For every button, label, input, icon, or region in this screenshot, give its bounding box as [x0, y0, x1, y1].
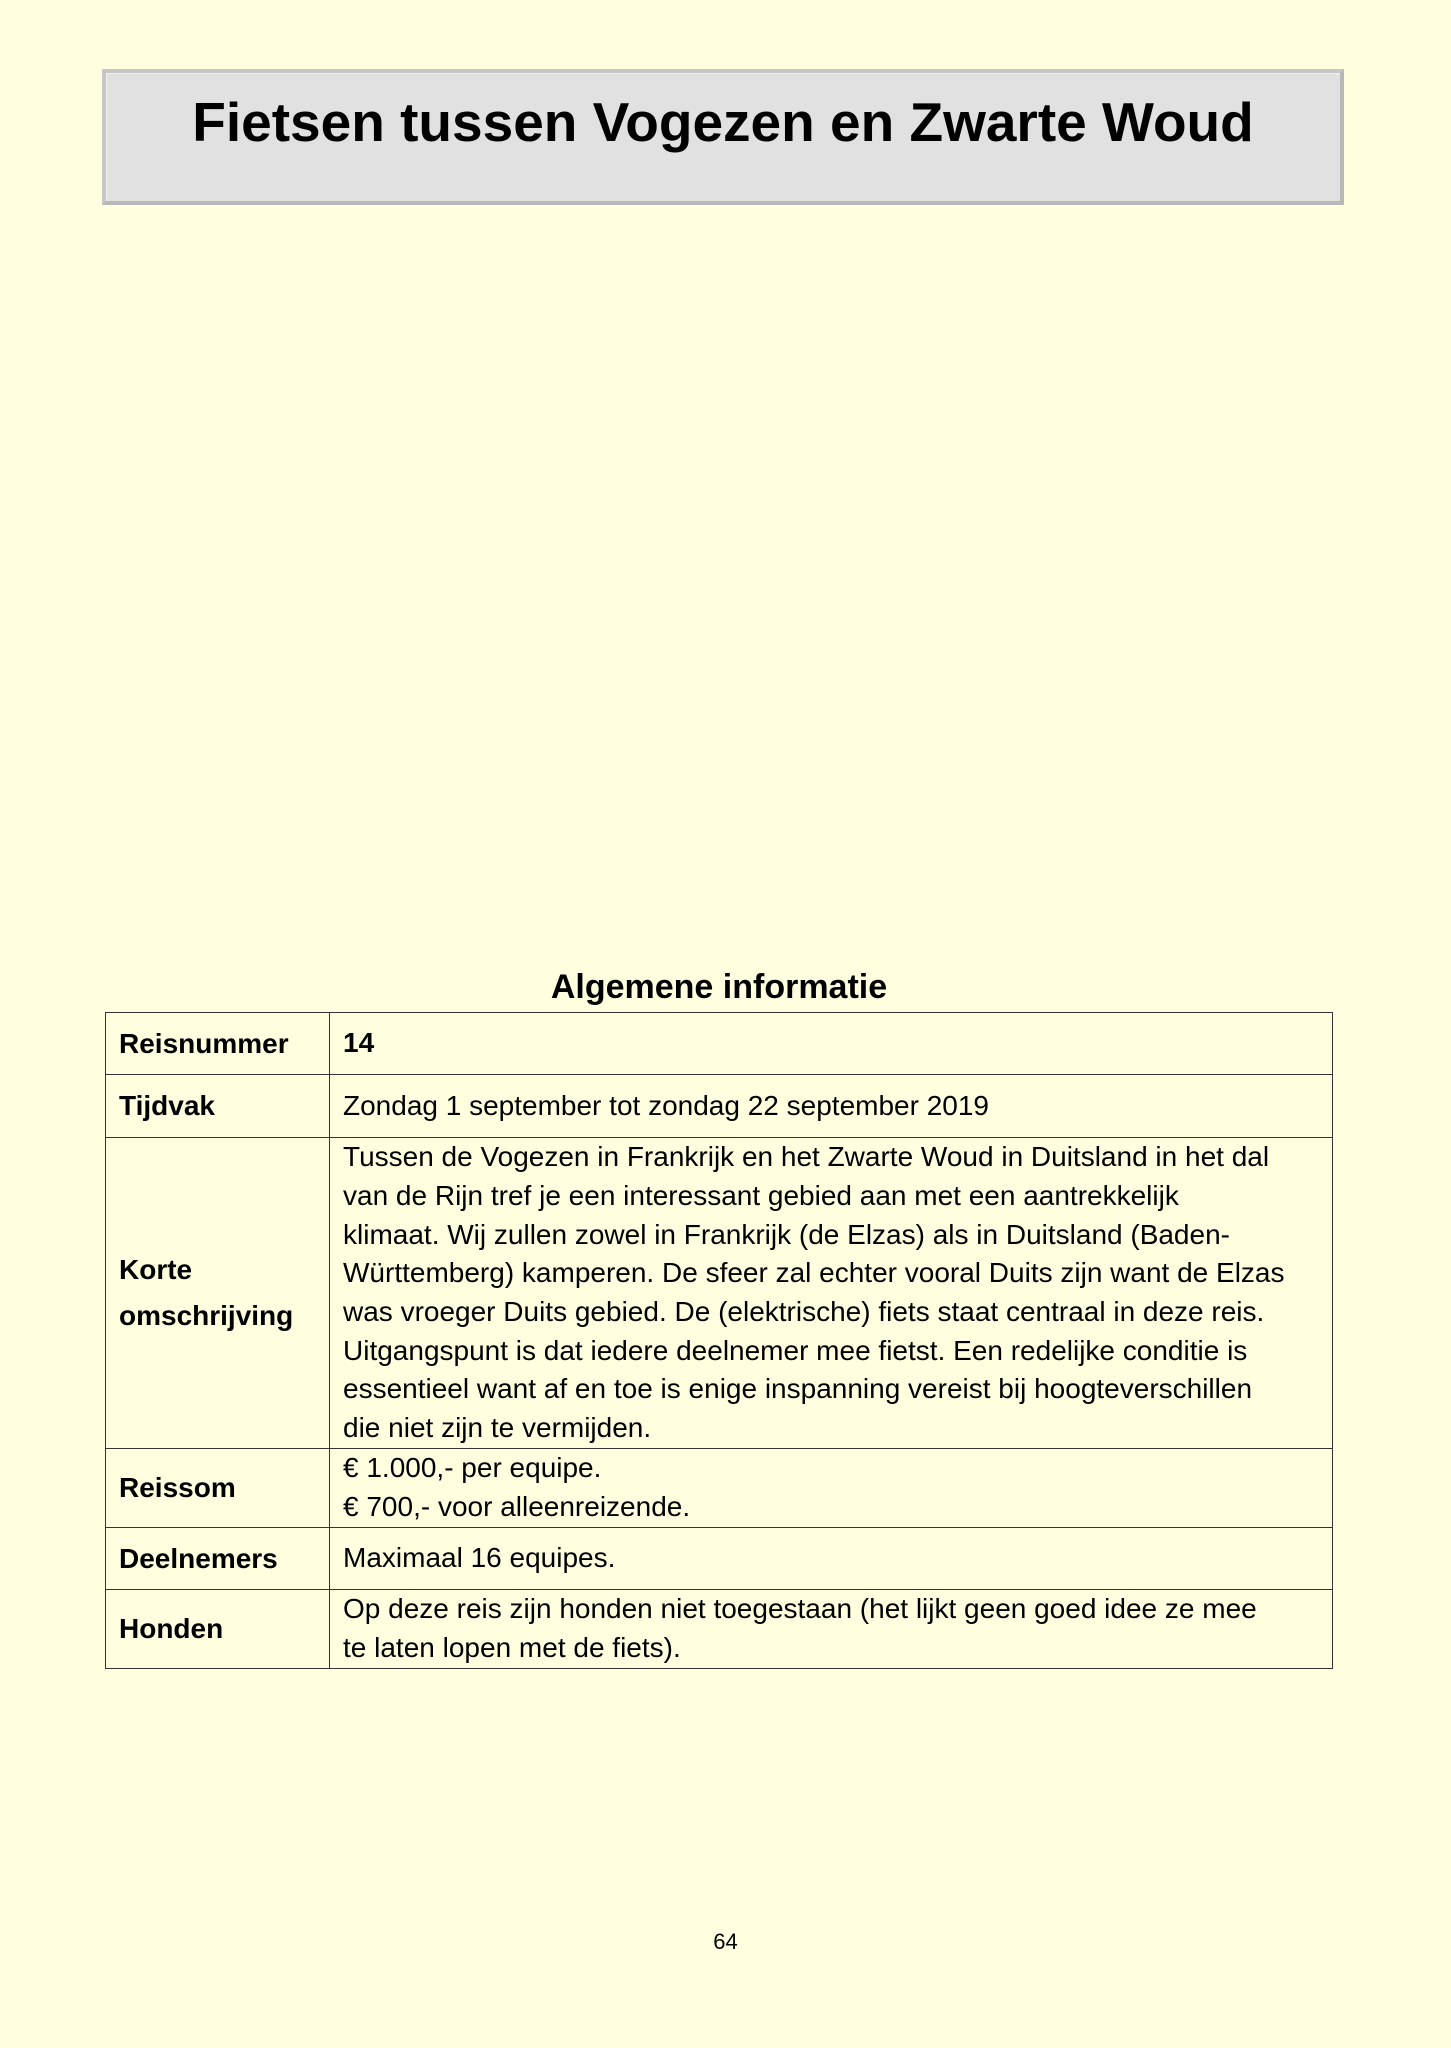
- value-line: was vroeger Duits gebied. De (elektrische) fiets staat centraal in deze reis.: [343, 1296, 1265, 1327]
- table-row: [106, 1013, 1333, 1075]
- section-heading: Algemene informatie: [550, 968, 888, 1006]
- row-value-cell: [330, 1528, 1333, 1590]
- table-row: [106, 1075, 1333, 1138]
- table-row: [106, 1590, 1333, 1669]
- row-label: Tijdvak: [119, 1090, 215, 1121]
- value-line: € 700,- voor alleenreizende.: [343, 1491, 691, 1522]
- value-line: essentieel want af en toe is enige inspanning vereist bij hoogteverschillen: [343, 1373, 1253, 1405]
- table-row: [106, 1528, 1333, 1590]
- row-value-cell: [330, 1138, 1333, 1449]
- value-line: Uitgangspunt is dat iedere deelnemer mee fietst. Een redelijke conditie is: [343, 1334, 1248, 1366]
- title-banner: [102, 69, 1344, 205]
- value-line: Zondag 1 september tot zondag 22 september 2019: [343, 1089, 989, 1121]
- page-number: 64: [713, 1929, 738, 1954]
- row-label-cell: [106, 1138, 330, 1449]
- row-value-cell: [330, 1075, 1333, 1138]
- info-table: [105, 1012, 1333, 1669]
- page-title: Fietsen tussen Vogezen en Zwarte Woud: [192, 91, 1254, 153]
- value-line: Tussen de Vogezen in Frankrijk en het Zwarte Woud in Duitsland in het dal: [343, 1141, 1270, 1173]
- row-label-cell: [106, 1013, 330, 1075]
- value-line: Op deze reis zijn honden niet toegestaan (het lijkt geen goed idee ze mee: [343, 1593, 1257, 1625]
- table-row: [106, 1138, 1333, 1449]
- row-label-cell: [106, 1075, 330, 1138]
- value-line: Württemberg) kamperen. De sfeer zal echter vooral Duits zijn want de Elzas: [343, 1257, 1285, 1289]
- value-line: van de Rijn tref je een interessant gebied aan met een aantrekkelijk: [343, 1179, 1179, 1211]
- row-label-cell: [106, 1528, 330, 1590]
- row-label: Reisnummer: [119, 1027, 289, 1059]
- row-label: Honden: [119, 1613, 224, 1644]
- value-line: 14: [343, 1027, 375, 1059]
- row-label-cell: [106, 1590, 330, 1669]
- row-value-cell: [330, 1449, 1333, 1528]
- row-label: Deelnemers: [119, 1542, 278, 1574]
- value-line: € 1.000,- per equipe.: [343, 1452, 602, 1484]
- table-row: [106, 1449, 1333, 1528]
- value-line: Maximaal 16 equipes.: [343, 1542, 616, 1574]
- row-value-cell: [330, 1013, 1333, 1075]
- value-line: die niet zijn te vermijden.: [343, 1412, 652, 1444]
- value-line: te laten lopen met de fiets).: [343, 1632, 681, 1663]
- value-line: klimaat. Wij zullen zowel in Frankrijk (de Elzas) als in Duitsland (Baden-: [343, 1218, 1230, 1250]
- row-value-cell: [330, 1590, 1333, 1669]
- row-label: Korte omschrijving: [119, 1254, 294, 1331]
- row-label: Reissom: [119, 1472, 236, 1503]
- row-label-cell: [106, 1449, 330, 1528]
